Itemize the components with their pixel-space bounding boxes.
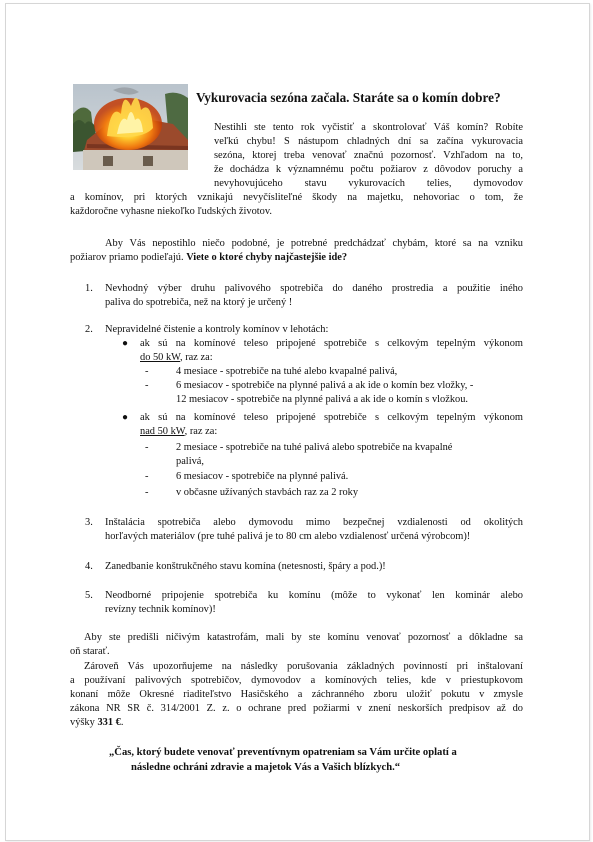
quote-line-2: následne ochráni zdravie a majetok Vás a Vašich blízkych.“: [131, 762, 401, 773]
para2-question: Viete o ktoré chyby najčastejšie ide?: [186, 252, 348, 263]
warning-line-3: konaní môže Okresné riaditeľstvo Hasičského a záchranného zboru uložiť pokutu v zmysle: [70, 689, 523, 700]
item-5-line-2: revízny technik komínov)!: [105, 604, 216, 615]
item-1-number: 1.: [85, 283, 93, 294]
intro-line-2: veľkú chybu! S nástupom chladných dní sa začína vykurovacia: [214, 136, 523, 147]
item-4-number: 4.: [85, 561, 93, 572]
intro-line-1: Nestihli ste tento rok vyčistiť a skontrolovať Váš komín? Robíte: [214, 122, 523, 133]
item-3-line-2: horľavých materiálov (pre tuhé palivá je to 80 cm alebo vzdialenosť určená výrobcom)!: [105, 531, 471, 542]
quote-line-1: „Čas, ktorý budete venovať preventívnym opatreniam sa Vám určite oplatí a: [109, 747, 457, 758]
bullet-2-interval-2: 6 mesiacov - spotrebiče na plynné palivá.: [176, 471, 349, 482]
bullet-2-interval-1: 2 mesiace - spotrebiče na tuhé palivá alebo spotrebiče na kvapalné: [176, 442, 453, 453]
para2-line-2: požiarov priamo podieľajú. Viete o ktoré chyby najčastejšie ide?: [70, 252, 348, 263]
closing-line-1: Aby ste predišli ničivým katastrofám, mali by ste komínu venovať pozornosť a dôkladne sa: [84, 632, 523, 643]
warning-line-4: zákona NR SR č. 314/2001 Z. z. o ochrane pred požiarmi v znení neskorších predpisov až do: [70, 703, 523, 714]
item-2-number: 2.: [85, 324, 93, 335]
item-2-heading: Nepravidelné čistenie a kontroly komínov v lehotách:: [105, 324, 329, 335]
warning-line-5: výšky 331 €.: [70, 717, 124, 728]
intro-line-7: každoročne vyhasne niekoľko ľudských životov.: [70, 206, 272, 217]
dash-icon: -: [145, 442, 149, 453]
bullet-2-line-1: ak sú na komínové teleso pripojené spotrebiče s celkovým tepelným výkonom: [140, 412, 523, 423]
bullet-2-interval-3: v občasne užívaných stavbách raz za 2 roky: [176, 487, 359, 498]
document-title: Vykurovacia sezóna začala. Staráte sa o komín dobre?: [196, 90, 501, 105]
intro-line-4: že dochádza k významnému počtu požiarov z dôvodov poruchy a: [214, 164, 523, 175]
intro-line-5: nevyhovujúceho stavu vykurovacích telies, dymovodov: [214, 178, 523, 189]
intro-line-6: a komínov, pri ktorých vznikajú nevyčísliteľné škody na majetku, nehovoriac o tom, že: [70, 192, 523, 203]
bullet-1-interval-2: 6 mesiacov - spotrebiče na plynné palivá a ak ide o komín bez vložky, -: [176, 380, 474, 391]
burning-roof-photo: [73, 84, 188, 170]
para2-line-1: Aby Vás nepostihlo niečo podobné, je potrebné predchádzať chybám, ktoré sa na vzniku: [105, 238, 523, 249]
bullet-2-interval-1-cont: palivá,: [176, 456, 204, 467]
bullet-1-line-1: ak sú na komínové teleso pripojené spotrebiče s celkovým tepelným výkonom: [140, 338, 523, 349]
bullet-2-icon: ●: [122, 412, 129, 423]
intro-line-3: sezóna, ktorej treba venovať značnú pozornosť. Vzhľadom na to,: [214, 150, 523, 161]
bullet-1-interval-1: 4 mesiace - spotrebiče na tuhé alebo kvapalné palivá,: [176, 366, 398, 377]
item-5-number: 5.: [85, 590, 93, 601]
fine-amount: 331 €: [97, 717, 121, 728]
dash-icon: -: [145, 380, 149, 391]
item-4-text: Zanedbanie konštrukčného stavu komína (netesnosti, špáry a pod.)!: [105, 561, 386, 572]
dash-icon: -: [145, 471, 149, 482]
item-3-line-1: Inštalácia spotrebiča alebo dymovodu mimo bezpečnej vzdialenosti od okolitých: [105, 517, 523, 528]
warning-line-1: Zároveň Vás upozorňujeme na následky porušovania základných povinností pri inštalovaní: [84, 661, 523, 672]
bullet-1-line-2: do 50 kW, raz za:: [140, 352, 213, 363]
item-3-number: 3.: [85, 517, 93, 528]
item-1-line-2: paliva do spotrebiča, než na ktorý je určený !: [105, 297, 293, 308]
closing-line-2: oň starať.: [70, 646, 110, 657]
dash-icon: -: [145, 487, 149, 498]
bullet-1-interval-3: 12 mesiacov - spotrebiče na plynné palivá a ak ide o komín s vložkou.: [176, 394, 469, 405]
bullet-2-line-2: nad 50 kW, raz za:: [140, 426, 218, 437]
dash-icon: -: [145, 366, 149, 377]
item-1-line-1: Nevhodný výber druhu palivového spotrebiča do daného prostredia a použitie iného: [105, 283, 523, 294]
item-5-line-1: Neodborné pripojenie spotrebiča ku komínu (môže to vykonať len kominár alebo: [105, 590, 523, 601]
warning-line-2: a používaní palivových spotrebičov, dymovodov a komínových telies, kde v priestupkovom: [70, 675, 523, 686]
bullet-1-icon: ●: [122, 338, 129, 349]
